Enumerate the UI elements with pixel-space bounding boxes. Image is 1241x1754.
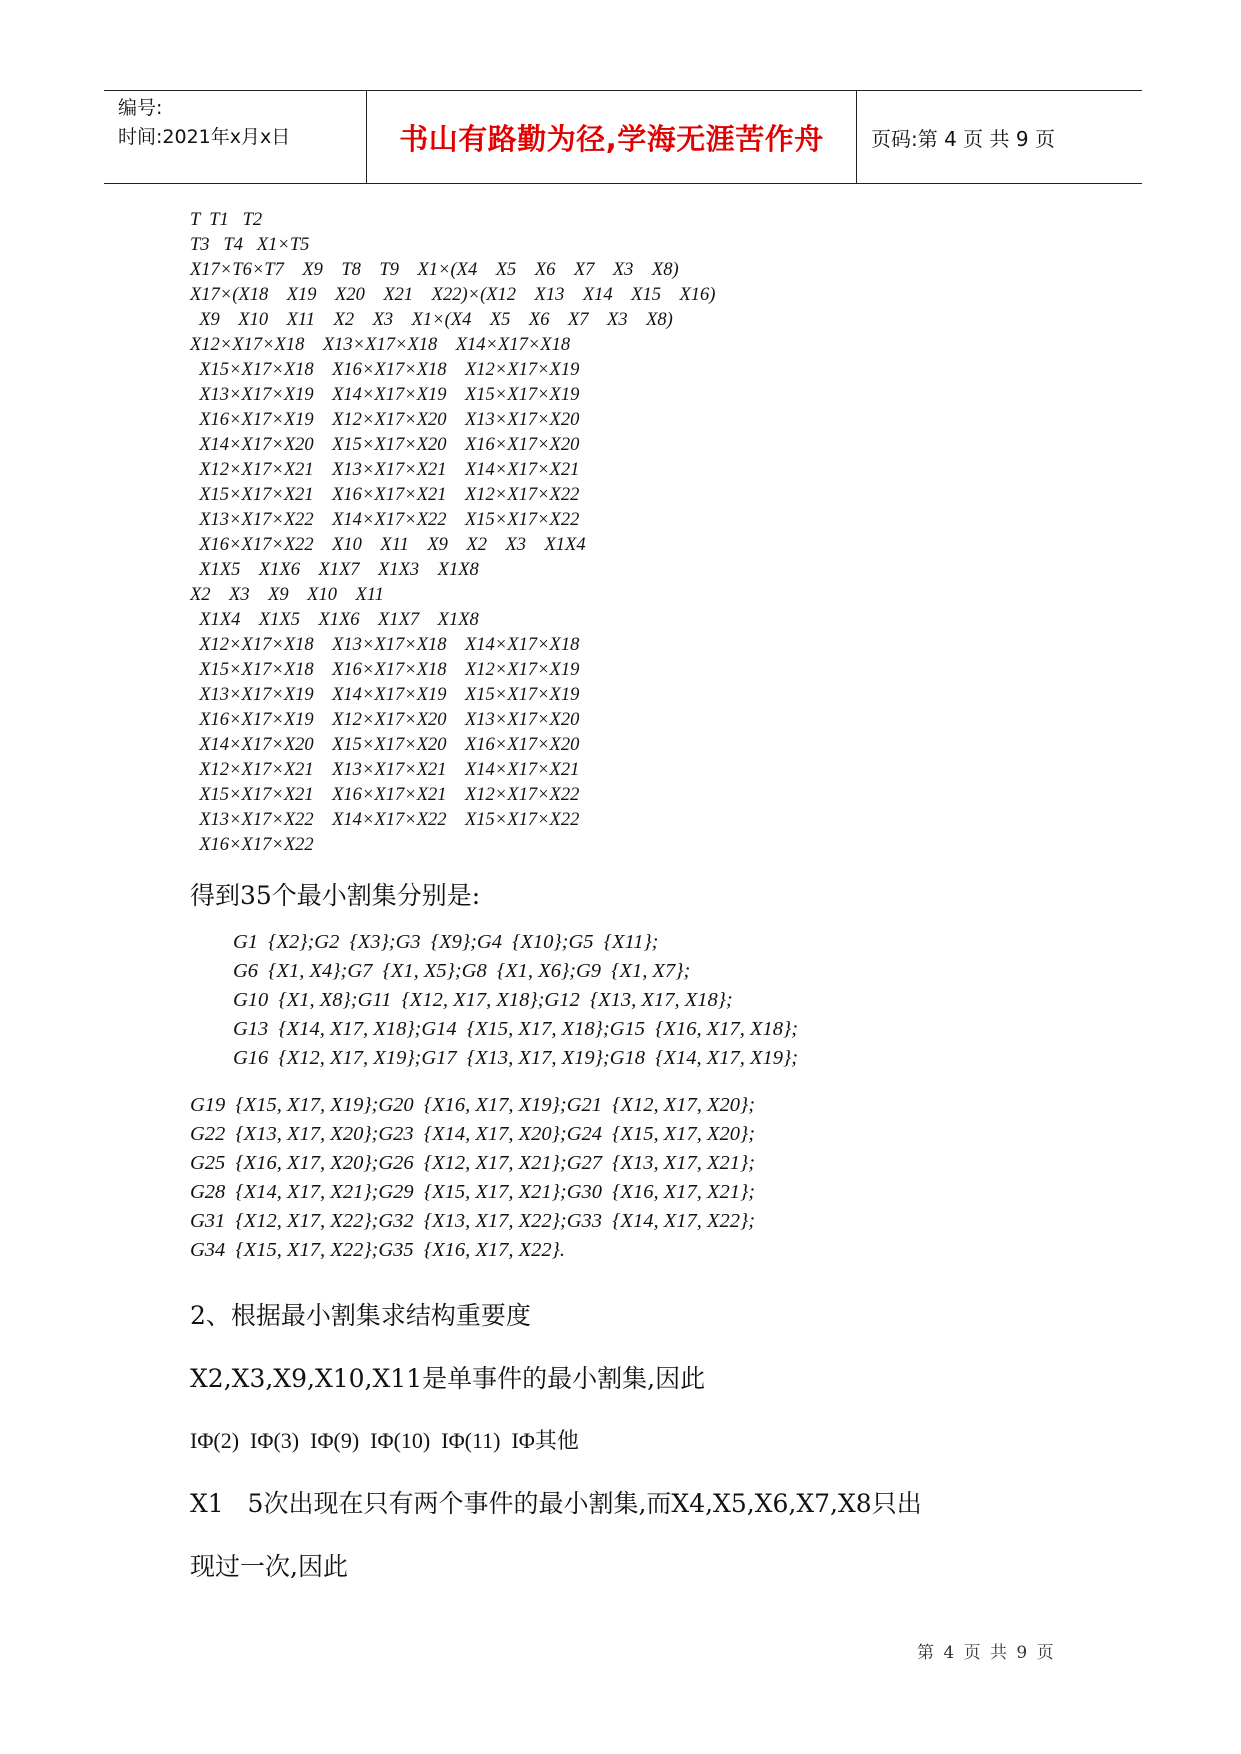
result-heading: 得到35个最小割集分别是: [190,881,481,910]
cutset-line: G13 {X14, X17, X18};G14 {X15, X17, X18};G15 {X16, X17, X18}; [233,1018,799,1040]
derivation-line: X2 X3 X9 X10 X11 [190,585,384,605]
derivation-block [190,208,715,858]
derivation-line: T3 T4 X1×T5 [190,235,310,255]
derivation-line: X17×(X18 X19 X20 X21 X22)×(X12 X13 X14 X15 X16) [190,285,716,305]
derivation-line: X12×X17×X18 X13×X17×X18 X14×X17×X18 [190,335,571,355]
header-page-label: 页码:第 4 页 共 9 页 [871,126,1055,151]
derivation-line: X14×X17×X20 X15×X17×X20 X16×X17×X20 [190,435,580,455]
cutset-line: G25 {X16, X17, X20};G26 {X12, X17, X21};G27 {X13, X17, X21}; [190,1152,756,1174]
cutset-line: G22 {X13, X17, X20};G23 {X14, X17, X20};G24 {X15, X17, X20}; [190,1123,756,1145]
section2-heading: 2、根据最小割集求结构重要度 [190,1301,531,1330]
header-info-cell [104,91,367,183]
header-motto: 书山有路勤为径,学海无涯苦作舟 [367,91,857,183]
cutset-line: G28 {X14, X17, X21};G29 {X15, X17, X21};G30 {X16, X17, X21}; [190,1181,756,1203]
cutset-line: G31 {X12, X17, X22};G32 {X13, X17, X22};G33 {X14, X17, X22}; [190,1210,756,1232]
derivation-line: X12×X17×X21 X13×X17×X21 X14×X17×X21 [190,760,580,780]
derivation-line: X15×X17×X21 X16×X17×X21 X12×X17×X22 [190,785,580,805]
cutset-line: G6 {X1, X4};G7 {X1, X5};G8 {X1, X6};G9 {X1, X7}; [233,960,691,982]
derivation-line: X9 X10 X11 X2 X3 X1×(X4 X5 X6 X7 X3 X8) [190,310,673,330]
derivation-line: X1X5 X1X6 X1X7 X1X3 X1X8 [190,560,479,580]
cutset-line: G19 {X15, X17, X19};G20 {X16, X17, X19};G21 {X12, X17, X20}; [190,1094,756,1116]
derivation-line: T T1 T2 [190,210,263,230]
derivation-line: X15×X17×X21 X16×X17×X21 X12×X17×X22 [190,485,580,505]
page-footer: 第 4 页 共 9 页 [917,1643,1054,1663]
page-header [104,90,1142,184]
formula-structural-importance: IΦ(2) IΦ(3) IΦ(9) IΦ(10) IΦ(11) IΦ其他 [190,1428,579,1453]
derivation-line: X16×X17×X19 X12×X17×X20 X13×X17×X20 [190,710,580,730]
derivation-line: X13×X17×X19 X14×X17×X19 X15×X17×X19 [190,685,580,705]
derivation-line: X16×X17×X22 X10 X11 X9 X2 X3 X1X4 [190,535,586,555]
derivation-line: X14×X17×X20 X15×X17×X20 X16×X17×X20 [190,735,580,755]
cutset-line: G16 {X12, X17, X19};G17 {X13, X17, X19};G18 {X14, X17, X19}; [233,1047,799,1069]
derivation-line: X13×X17×X19 X14×X17×X19 X15×X17×X19 [190,385,580,405]
time-label: 时间:2021年x月x日 [118,126,291,148]
derivation-line: X15×X17×X18 X16×X17×X18 X12×X17×X19 [190,660,580,680]
derivation-line: X16×X17×X19 X12×X17×X20 X13×X17×X20 [190,410,580,430]
derivation-line: X13×X17×X22 X14×X17×X22 X15×X17×X22 [190,510,580,530]
derivation-line: X15×X17×X18 X16×X17×X18 X12×X17×X19 [190,360,580,380]
derivation-line: X17×T6×T7 X9 T8 T9 X1×(X4 X5 X6 X7 X3 X8) [190,260,679,280]
derivation-line: X1X4 X1X5 X1X6 X1X7 X1X8 [190,610,479,630]
cutset-line: G34 {X15, X17, X22};G35 {X16, X17, X22}. [190,1239,565,1261]
cutset-line: G10 {X1, X8};G11 {X12, X17, X18};G12 {X13, X17, X18}; [233,989,733,1011]
derivation-line: X13×X17×X22 X14×X17×X22 X15×X17×X22 [190,810,580,830]
derivation-line: X12×X17×X21 X13×X17×X21 X14×X17×X21 [190,460,580,480]
paragraph-1: X2,X3,X9,X10,X11是单事件的最小割集,因此 [190,1364,706,1393]
serial-label: 编号: [118,97,163,119]
derivation-line: X16×X17×X22 [190,835,314,855]
paragraph-2-line-1: X1 5次出现在只有两个事件的最小割集,而X4,X5,X6,X7,X8只出 [190,1489,922,1518]
derivation-line: X12×X17×X18 X13×X17×X18 X14×X17×X18 [190,635,580,655]
paragraph-2-line-2: 现过一次,因此 [190,1552,348,1581]
cutset-line: G1 {X2};G2 {X3};G3 {X9};G4 {X10};G5 {X11}; [233,931,659,953]
cutsets-block-2 [190,1091,755,1265]
cutsets-block-1 [233,928,798,1073]
